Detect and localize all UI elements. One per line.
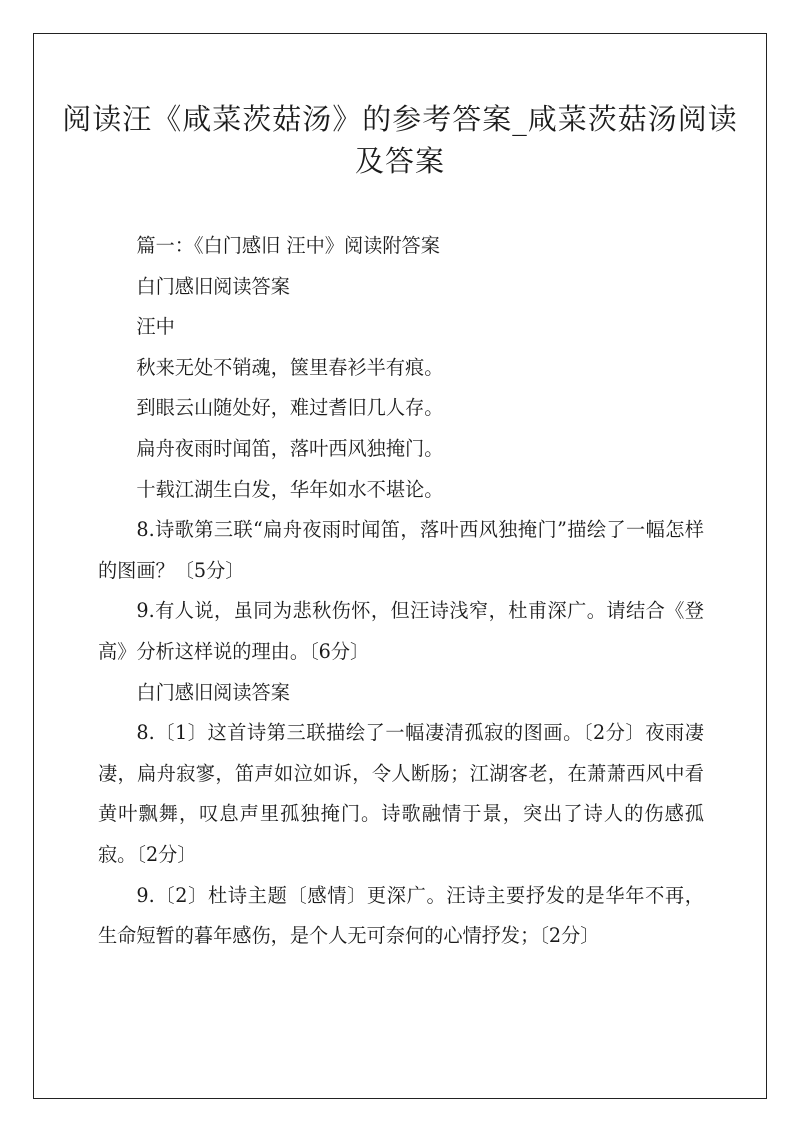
paragraph-4: 秋来无处不销魂，箧里春衫半有痕。 (136, 355, 444, 379)
paragraph-2: 白门感旧阅读答案 (136, 274, 290, 298)
paragraph-5: 到眼云山随处好，难过耆旧几人存。 (136, 396, 444, 420)
document-title: 阅读汪《咸菜茨菇汤》的参考答案_咸菜茨菇汤阅读及答案 (62, 102, 738, 178)
paragraph-3: 汪中 (136, 315, 175, 339)
paragraph-1: 篇一：《白门感旧 汪中》阅读附答案 (136, 234, 440, 257)
paragraph-8: 8.诗歌第三联“扁舟夜雨时闻笛，落叶西风独掩门”描绘了一幅怎样的图画？〔5分〕 (98, 518, 704, 582)
paragraph-6: 扁舟夜雨时闻笛，落叶西风独掩门。 (136, 436, 444, 460)
document-body (98, 226, 704, 957)
paragraph-10: 白门感旧阅读答案 (136, 680, 290, 704)
paragraph-7: 十载江湖生白发，华年如水不堪论。 (136, 477, 444, 501)
paragraph-12: 9.〔2〕杜诗主题〔感情〕更深广。汪诗主要抒发的是华年不再，生命短暂的暮年感伤，是个人无可奈何的心情抒发；〔2分〕 (98, 883, 704, 948)
paragraph-11: 8.〔1〕这首诗第三联描绘了一幅凄清孤寂的图画。〔2分〕夜雨凄凄，扁舟寂寥，笛声如泣如诉，令人断肠；江湖客老，在萧萧西风中看黄叶飘舞，叹息声里孤独掩门。诗歌融情于景，突出了诗人的伤感孤寂。〔2分〕 (98, 721, 704, 866)
paragraph-9: 9.有人说，虽同为悲秋伤怀，但汪诗浅窄，杜甫深广。请结合《登高》分析这样说的理由。〔6分〕 (98, 599, 704, 663)
